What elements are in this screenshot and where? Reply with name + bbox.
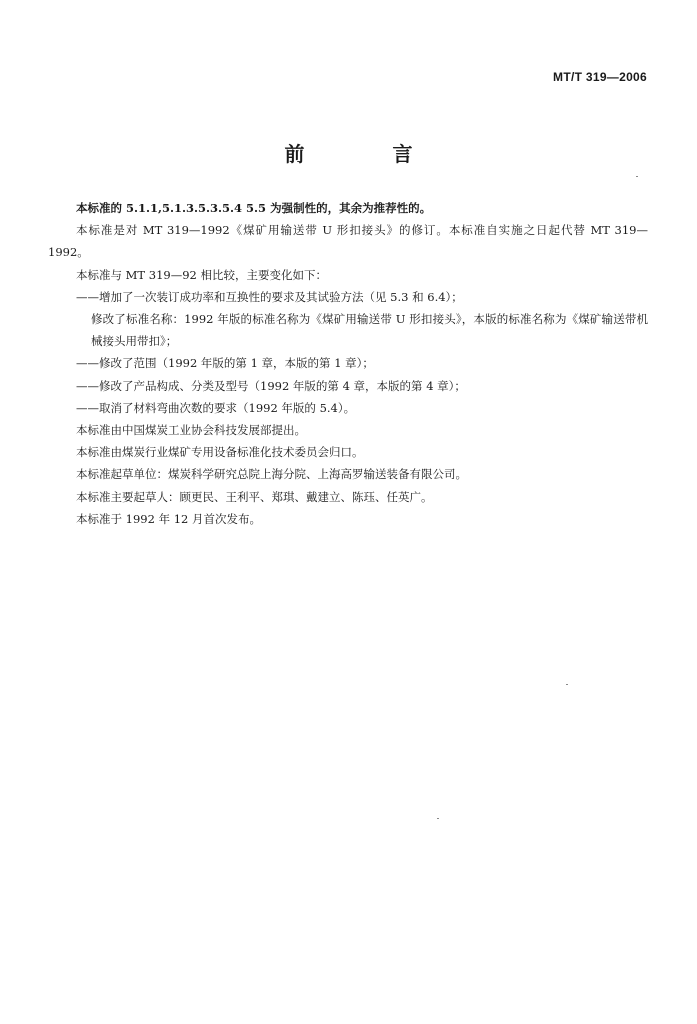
change-item-bending-removed: ——取消了材料弯曲次数的要求（1992 年版的 5.4）。 — [76, 400, 356, 415]
paragraph-proposer: 本标准由中国煤炭工业协会科技发展部提出。 — [76, 423, 306, 438]
scan-speck — [636, 176, 638, 177]
document-code: MT/T 319—2006 — [553, 70, 647, 84]
paragraph-drafting-units: 本标准起草单位：煤炭科学研究总院上海分院、上海高罗输送装备有限公司。 — [76, 467, 467, 482]
paragraph-drafters: 本标准主要起草人：顾更民、王利平、郑琪、戴建立、陈珏、任英广。 — [76, 489, 433, 504]
paragraph-changes-intro: 本标准与 MT 319—92 相比较，主要变化如下： — [76, 267, 327, 282]
page-title: 前 言 — [284, 142, 447, 166]
scan-speck — [566, 684, 568, 685]
change-item-scope-revised: ——修改了范围（1992 年版的第 1 章，本版的第 1 章）； — [76, 356, 374, 371]
change-item-title-revised: 修改了标准名称：1992 年版的标准名称为《煤矿用输送带 U 形扣接头》，本版的标准名称为《煤矿输送带机械接头用带扣》； — [91, 312, 648, 349]
foreword-body — [48, 197, 648, 530]
change-item-classification-revised: ——修改了产品构成、分类及型号（1992 年版的第 4 章，本版的第 4 章）； — [76, 378, 466, 393]
paragraph-mandatory-clauses: 本标准的 5.1.1,5.1.3.5.3.5.4 5.5 为强制性的，其余为推荐性的。 — [76, 201, 432, 215]
paragraph-administrator: 本标准由煤炭行业煤矿专用设备标准化技术委员会归口。 — [76, 445, 364, 460]
paragraph-revision-note: 本标准是对 MT 319—1992《煤矿用输送带 U 形扣接头》的修订。本标准自实施之日起代替 MT 319—1992。 — [48, 223, 648, 260]
paragraph-first-release: 本标准于 1992 年 12 月首次发布。 — [76, 511, 262, 526]
scan-speck — [437, 818, 439, 819]
change-item-added-requirements: ——增加了一次装订成功率和互换性的要求及其试验方法（见 5.3 和 6.4）； — [76, 289, 463, 304]
